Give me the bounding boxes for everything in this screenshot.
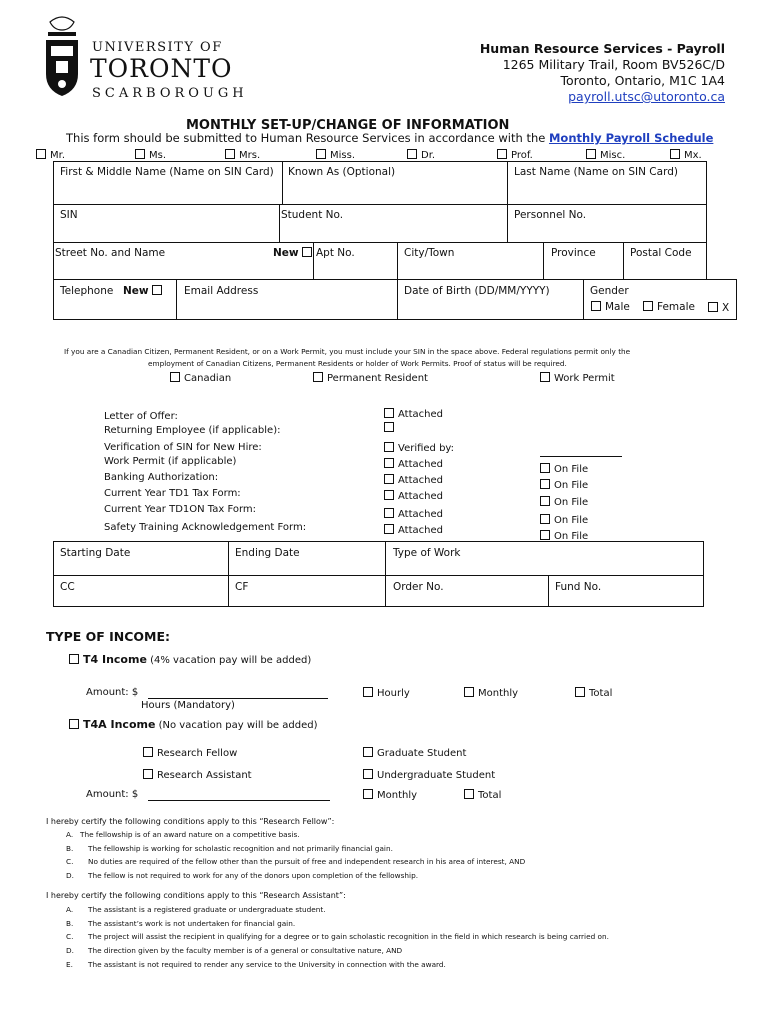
- status-canadian-checkbox[interactable]: Canadian: [170, 372, 231, 384]
- checkbox-icon: [363, 789, 373, 799]
- assistant-condition-letter: E.: [66, 960, 73, 969]
- gender-male-checkbox[interactable]: Male: [591, 301, 630, 313]
- checkbox-icon: [540, 514, 550, 524]
- checkbox-icon: [540, 496, 550, 506]
- on-file-checkbox-work-permit[interactable]: On File: [540, 463, 588, 475]
- checkbox-icon: [225, 149, 235, 159]
- dob-field[interactable]: Date of Birth (DD/MM/YYYY): [397, 279, 584, 320]
- checkbox-icon: [363, 769, 373, 779]
- sin-field[interactable]: SIN: [53, 204, 280, 243]
- hours-mandatory-label: Hours (Mandatory): [141, 700, 235, 711]
- gender-x-checkbox[interactable]: X: [708, 302, 729, 314]
- on-file-checkbox-safety[interactable]: On File: [540, 530, 588, 542]
- telephone-field[interactable]: Telephone New: [53, 279, 177, 320]
- status-note-line2: employment of Canadian Citizens, Permanent Residents or holder of Work Permits. Proof of status will be required.: [148, 359, 567, 368]
- personnel-no-field[interactable]: Personnel No.: [507, 204, 707, 243]
- checkbox-icon: [540, 372, 550, 382]
- t4-amount-input[interactable]: [148, 698, 328, 699]
- attached-checkbox-td1[interactable]: Attached: [384, 490, 443, 502]
- checkbox-icon: [69, 654, 79, 664]
- ending-date-field[interactable]: Ending Date: [228, 541, 386, 576]
- form-title: MONTHLY SET-UP/CHANGE OF INFORMATION: [186, 118, 510, 133]
- verified-by-checkbox[interactable]: Verified by:: [384, 442, 454, 454]
- salutation-prof[interactable]: Prof.: [497, 149, 533, 161]
- telephone-new-checkbox[interactable]: New: [123, 285, 166, 297]
- salutation-mrs[interactable]: Mrs.: [225, 149, 260, 161]
- checkbox-icon: [384, 524, 394, 534]
- salutation-miss[interactable]: Miss.: [316, 149, 355, 161]
- doc-banking: Banking Authorization:: [104, 472, 219, 483]
- on-file-checkbox-td1[interactable]: On File: [540, 496, 588, 508]
- assistant-condition-text: The assistant is not required to render any service to the University in connection with the award.: [88, 960, 446, 969]
- fellow-condition-letter: D.: [66, 871, 74, 880]
- order-no-field[interactable]: Order No.: [385, 575, 549, 607]
- undergraduate-student-checkbox[interactable]: Undergraduate Student: [363, 769, 495, 781]
- checkbox-icon: [586, 149, 596, 159]
- doc-sin-verification: Verification of SIN for New Hire:: [104, 442, 262, 453]
- t4a-amount-label: Amount: $: [86, 789, 139, 800]
- status-note-line1: If you are a Canadian Citizen, Permanent Resident, or on a Work Permit, you must include your SIN in the space above. Federal regulations permit only the: [64, 347, 631, 356]
- doc-td1: Current Year TD1 Tax Form:: [104, 488, 241, 499]
- logo-line2: TORONTO: [90, 54, 233, 83]
- assistant-condition-letter: C.: [66, 932, 74, 941]
- checkbox-icon: [302, 247, 312, 257]
- fellow-condition-text: No duties are required of the fellow other than the pursuit of free and independent research in his area of interest, AND: [88, 857, 526, 866]
- apt-field[interactable]: Apt No.: [313, 242, 398, 280]
- t4a-amount-input[interactable]: [148, 800, 330, 801]
- doc-safety-training: Safety Training Acknowledgement Form:: [104, 522, 307, 533]
- income-heading: TYPE OF INCOME:: [46, 629, 171, 644]
- doc-returning-employee: Returning Employee (if applicable):: [104, 425, 281, 436]
- first-name-field[interactable]: First & Middle Name (Name on SIN Card): [53, 161, 283, 205]
- last-name-field[interactable]: Last Name (Name on SIN Card): [507, 161, 707, 205]
- doc-td1on: Current Year TD1ON Tax Form:: [104, 504, 257, 515]
- checkbox-icon: [497, 149, 507, 159]
- t4-hourly-checkbox[interactable]: Hourly: [363, 687, 410, 699]
- type-of-work-field[interactable]: Type of Work: [385, 541, 704, 576]
- research-assistant-checkbox[interactable]: Research Assistant: [143, 769, 252, 781]
- payroll-email-link[interactable]: payroll.utsc@utoronto.ca: [568, 89, 725, 104]
- street-field[interactable]: Street No. and Name New: [53, 242, 314, 280]
- attached-checkbox-banking[interactable]: Attached: [384, 474, 443, 486]
- assistant-condition-text: The assistant is a registered graduate or undergraduate student.: [88, 905, 326, 914]
- assistant-condition-letter: A.: [66, 905, 74, 914]
- checkbox-icon: [152, 285, 162, 295]
- assistant-condition-text: The assistant’s work is not undertaken for financial gain.: [88, 919, 296, 928]
- fund-no-field[interactable]: Fund No.: [548, 575, 704, 607]
- t4a-monthly-checkbox[interactable]: Monthly: [363, 789, 417, 801]
- research-fellow-checkbox[interactable]: Research Fellow: [143, 747, 237, 759]
- attached-checkbox-td1on[interactable]: Attached: [384, 508, 443, 520]
- checkbox-icon: [384, 474, 394, 484]
- t4-income-checkbox[interactable]: T4 Income (4% vacation pay will be added): [69, 653, 311, 666]
- email-field[interactable]: Email Address: [176, 279, 398, 320]
- checkbox-icon: [670, 149, 680, 159]
- t4a-total-checkbox[interactable]: Total: [464, 789, 501, 801]
- student-no-field[interactable]: Student No.: [279, 204, 508, 243]
- street-new-checkbox[interactable]: New: [273, 247, 316, 259]
- checkbox-icon: [363, 687, 373, 697]
- doc-letter-of-offer: Letter of Offer:: [104, 411, 178, 422]
- checkbox-icon: [384, 458, 394, 468]
- assistant-condition-text: The project will assist the recipient in qualifying for a degree or to gain scholastic recognition in the field in which research is being carried on.: [88, 932, 609, 941]
- t4-monthly-checkbox[interactable]: Monthly: [464, 687, 518, 699]
- checkbox-icon: [143, 769, 153, 779]
- checkbox-icon: [384, 490, 394, 500]
- checkbox-icon: [575, 687, 585, 697]
- attached-checkbox-offer[interactable]: Attached: [384, 408, 443, 420]
- assistant-condition-letter: D.: [66, 946, 74, 955]
- crest-icon: [42, 16, 82, 102]
- checkbox-icon: [464, 687, 474, 697]
- assistant-condition-letter: B.: [66, 919, 74, 928]
- cf-field[interactable]: CF: [228, 575, 386, 607]
- known-as-field[interactable]: Known As (Optional): [282, 161, 508, 205]
- fellow-condition-text: The fellowship is of an award nature on a competitive basis.: [80, 830, 300, 839]
- salutation-mx[interactable]: Mx.: [670, 149, 702, 161]
- checkbox-icon: [170, 372, 180, 382]
- certify-fellow-intro: I hereby certify the following conditions apply to this “Research Fellow”:: [46, 817, 335, 826]
- checkbox-icon: [591, 301, 601, 311]
- checkbox-icon: [540, 479, 550, 489]
- certify-assistant-intro: I hereby certify the following conditions apply to this “Research Assistant”:: [46, 891, 346, 900]
- fellow-condition-letter: A.: [66, 830, 74, 839]
- checkbox-icon: [363, 747, 373, 757]
- department-name: Human Resource Services - Payroll: [479, 41, 725, 56]
- checkbox-icon: [540, 463, 550, 473]
- province-field[interactable]: Province: [543, 242, 624, 280]
- salutation-dr[interactable]: Dr.: [407, 149, 435, 161]
- logo-line1: UNIVERSITY OF: [92, 40, 223, 55]
- payroll-schedule-link[interactable]: Monthly Payroll Schedule: [548, 131, 714, 145]
- returning-employee-checkbox[interactable]: [384, 422, 398, 434]
- checkbox-icon: [135, 149, 145, 159]
- checkbox-icon: [384, 442, 394, 452]
- graduate-student-checkbox[interactable]: Graduate Student: [363, 747, 466, 759]
- t4a-income-checkbox[interactable]: T4A Income (No vacation pay will be added): [69, 718, 317, 731]
- gender-female-checkbox[interactable]: Female: [643, 301, 695, 313]
- checkbox-icon: [143, 747, 153, 757]
- fellow-condition-letter: B.: [66, 844, 74, 853]
- salutation-misc[interactable]: Misc.: [586, 149, 625, 161]
- on-file-checkbox-banking[interactable]: On File: [540, 479, 588, 491]
- checkbox-icon: [708, 302, 718, 312]
- on-file-checkbox-td1on[interactable]: On File: [540, 514, 588, 526]
- checkbox-icon: [384, 508, 394, 518]
- checkbox-icon: [69, 719, 79, 729]
- checkbox-icon: [464, 789, 474, 799]
- subtitle-text: This form should be submitted to Human Resource Services in accordance with the: [66, 131, 549, 145]
- city-field[interactable]: City/Town: [397, 242, 544, 280]
- fellow-condition-letter: C.: [66, 857, 74, 866]
- t4-total-checkbox[interactable]: Total: [575, 687, 612, 699]
- checkbox-icon: [540, 530, 550, 540]
- doc-work-permit: Work Permit (if applicable): [104, 456, 237, 467]
- fellow-condition-text: The fellow is not required to work for any of the donors upon completion of the fellowship.: [88, 871, 419, 880]
- address-line2: Toronto, Ontario, M1C 1A4: [560, 73, 725, 88]
- fellow-condition-text: The fellowship is working for scholastic recognition and not primarily financial gain.: [88, 844, 393, 853]
- assistant-condition-text: The direction given by the faculty member is of a general or consultative nature, AND: [88, 946, 403, 955]
- verified-by-signature-line[interactable]: [540, 456, 622, 457]
- checkbox-icon: [316, 149, 326, 159]
- attached-checkbox-safety[interactable]: Attached: [384, 524, 443, 536]
- salutation-mr[interactable]: Mr.: [36, 149, 65, 161]
- status-work-permit-checkbox[interactable]: Work Permit: [540, 372, 615, 384]
- checkbox-icon: [384, 408, 394, 418]
- checkbox-icon: [313, 372, 323, 382]
- cc-field[interactable]: CC: [53, 575, 229, 607]
- checkbox-icon: [643, 301, 653, 311]
- gender-field: Gender Male Female X: [583, 279, 737, 320]
- starting-date-field[interactable]: Starting Date: [53, 541, 229, 576]
- salutation-ms[interactable]: Ms.: [135, 149, 166, 161]
- status-permanent-checkbox[interactable]: Permanent Resident: [313, 372, 428, 384]
- checkbox-icon: [36, 149, 46, 159]
- attached-checkbox-work-permit[interactable]: Attached: [384, 458, 443, 470]
- t4-amount-label: Amount: $: [86, 687, 139, 698]
- logo-line3: SCARBOROUGH: [92, 86, 248, 101]
- address-line1: 1265 Military Trail, Room BV526C/D: [502, 57, 725, 72]
- form-subtitle: [66, 131, 713, 145]
- checkbox-icon: [384, 422, 394, 432]
- checkbox-icon: [407, 149, 417, 159]
- postal-code-field[interactable]: Postal Code: [623, 242, 707, 280]
